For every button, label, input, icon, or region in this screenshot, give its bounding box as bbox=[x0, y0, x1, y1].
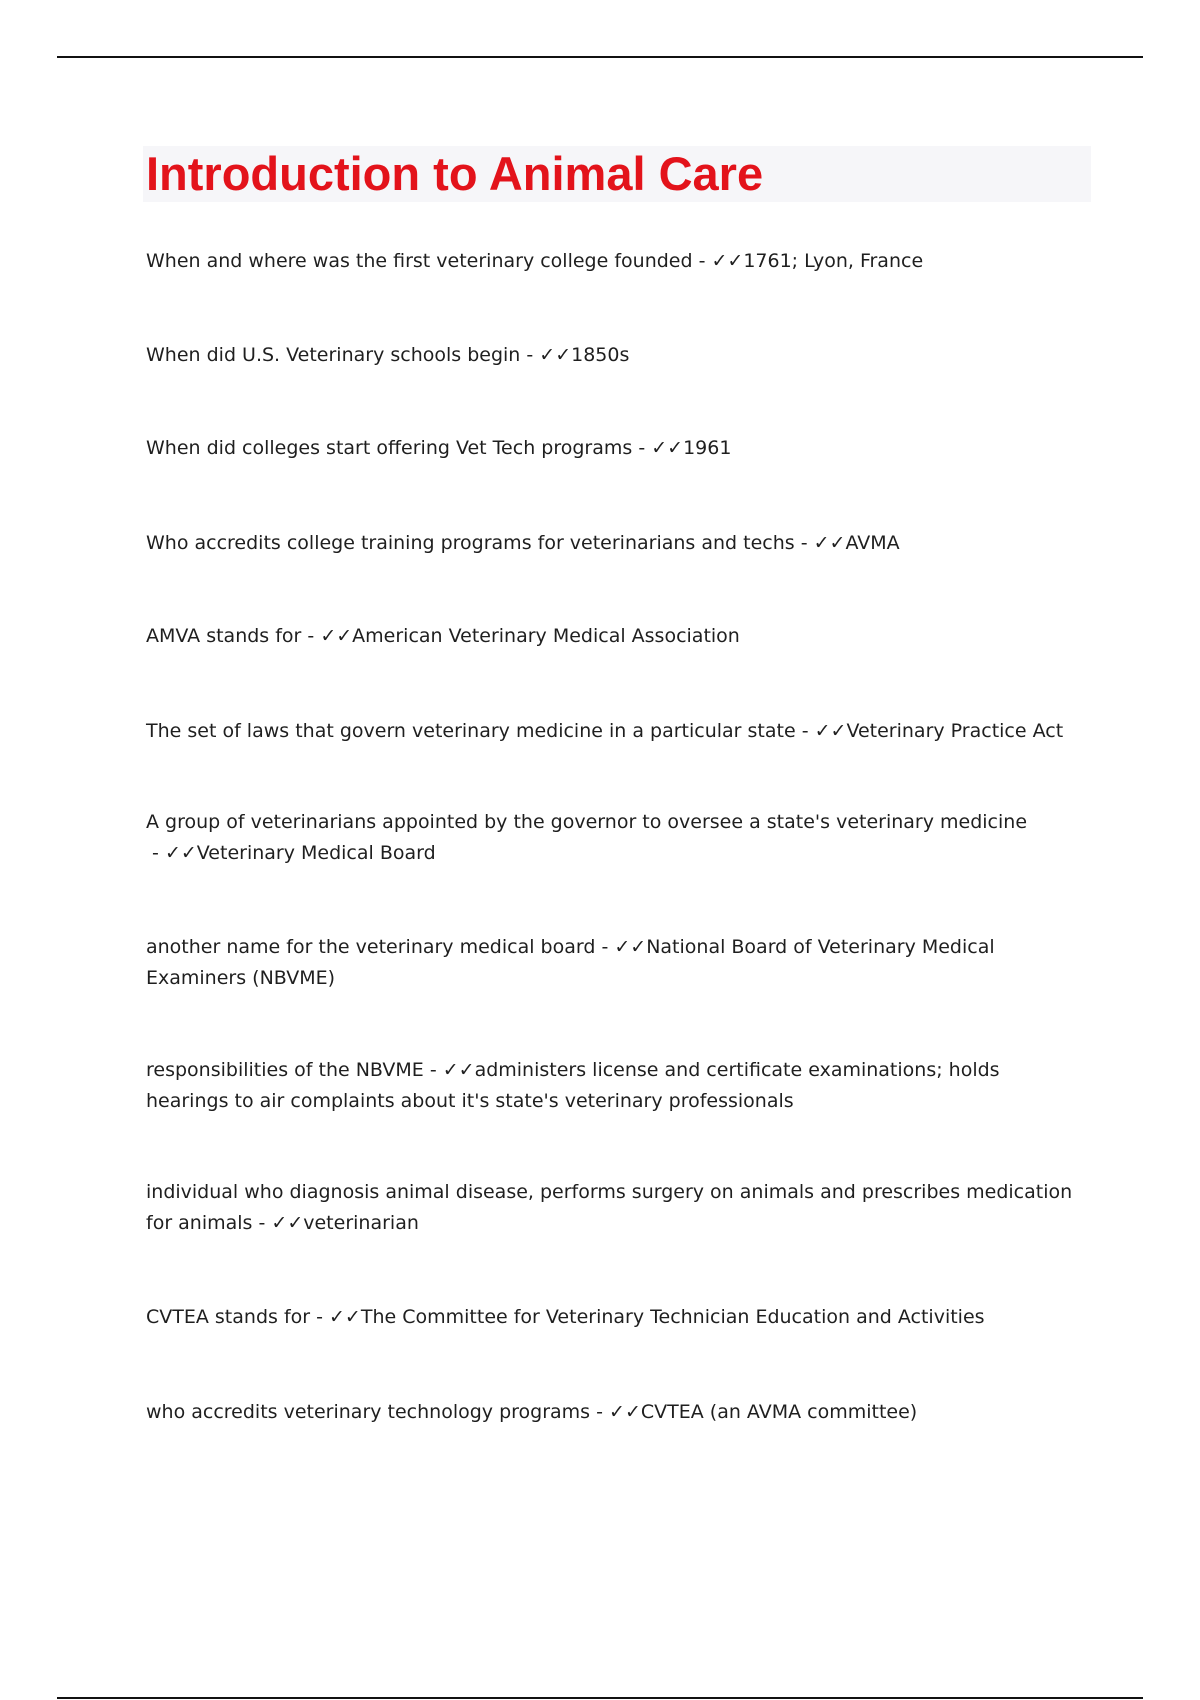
answer-text: 1850s bbox=[571, 344, 630, 366]
double-check-icon: ✓✓ bbox=[271, 1212, 304, 1234]
qa-item bbox=[146, 807, 1086, 869]
double-check-icon: ✓✓ bbox=[320, 625, 353, 647]
separator: - bbox=[310, 1306, 330, 1328]
qa-item bbox=[146, 340, 1086, 371]
separator: - bbox=[794, 532, 814, 554]
answer-text: AVMA bbox=[845, 532, 900, 554]
double-check-icon: ✓✓ bbox=[651, 437, 684, 459]
qa-item bbox=[146, 1302, 1086, 1333]
answer-text: American Veterinary Medical Association bbox=[352, 625, 740, 647]
separator: - bbox=[146, 842, 165, 864]
qa-item bbox=[146, 528, 1086, 559]
separator: - bbox=[252, 1212, 272, 1234]
question-text: another name for the veterinary medical board bbox=[146, 936, 596, 958]
question-text: AMVA stands for bbox=[146, 625, 302, 647]
qa-item bbox=[146, 433, 1086, 464]
answer-text: 1961 bbox=[683, 437, 732, 459]
double-check-icon: ✓✓ bbox=[329, 1306, 361, 1328]
answer-text: administers license and certificate examinations; holds hearings to air complaints about it's state's veterinary professionals bbox=[146, 1059, 1000, 1112]
question-text: When and where was the first veterinary college founded bbox=[146, 250, 693, 272]
double-check-icon: ✓✓ bbox=[813, 532, 846, 554]
qa-item bbox=[146, 1055, 1086, 1117]
double-check-icon: ✓✓ bbox=[609, 1401, 641, 1423]
bottom-rule bbox=[57, 1697, 1143, 1699]
question-text: Who accredits college training programs for veterinarians and techs bbox=[146, 532, 795, 554]
separator: - bbox=[692, 250, 712, 272]
question-text: CVTEA stands for bbox=[146, 1306, 311, 1328]
answer-text: National Board of Veterinary Medical Examiners (NBVME) bbox=[146, 936, 995, 989]
answer-text: The Committee for Veterinary Technician Education and Activities bbox=[360, 1306, 985, 1328]
question-text: individual who diagnosis animal disease, performs surgery on animals and prescribes medication for animals bbox=[146, 1181, 1073, 1234]
question-text: A group of veterinarians appointed by the governor to oversee a state's veterinary medicine bbox=[146, 811, 1028, 833]
qa-item bbox=[146, 1397, 1086, 1428]
qa-item bbox=[146, 621, 1086, 652]
question-text: who accredits veterinary technology programs bbox=[146, 1401, 591, 1423]
answer-text: veterinarian bbox=[303, 1212, 419, 1234]
double-check-icon: ✓✓ bbox=[442, 1059, 475, 1081]
qa-item bbox=[146, 716, 1086, 747]
answer-text: Veterinary Medical Board bbox=[196, 842, 436, 864]
question-text: responsibilities of the NBVME bbox=[146, 1059, 424, 1081]
separator: - bbox=[301, 625, 321, 647]
question-text: The set of laws that govern veterinary medicine in a particular state bbox=[146, 720, 796, 742]
answer-text: 1761; Lyon, France bbox=[743, 250, 924, 272]
qa-item bbox=[146, 246, 1086, 277]
document-title: Introduction to Animal Care bbox=[146, 147, 764, 200]
double-check-icon: ✓✓ bbox=[614, 936, 647, 958]
top-rule bbox=[57, 56, 1143, 58]
separator: - bbox=[595, 936, 615, 958]
separator: - bbox=[423, 1059, 443, 1081]
double-check-icon: ✓✓ bbox=[539, 344, 572, 366]
answer-text: Veterinary Practice Act bbox=[846, 720, 1064, 742]
question-text: When did U.S. Veterinary schools begin bbox=[146, 344, 521, 366]
qa-item bbox=[146, 932, 1086, 994]
separator: - bbox=[795, 720, 815, 742]
double-check-icon: ✓✓ bbox=[711, 250, 744, 272]
double-check-icon: ✓✓ bbox=[814, 720, 847, 742]
double-check-icon: ✓✓ bbox=[164, 842, 197, 864]
answer-text: CVTEA (an AVMA committee) bbox=[640, 1401, 918, 1423]
separator: - bbox=[520, 344, 540, 366]
separator: - bbox=[632, 437, 652, 459]
qa-item bbox=[146, 1177, 1086, 1239]
separator: - bbox=[590, 1401, 610, 1423]
question-text: When did colleges start offering Vet Tech programs bbox=[146, 437, 633, 459]
